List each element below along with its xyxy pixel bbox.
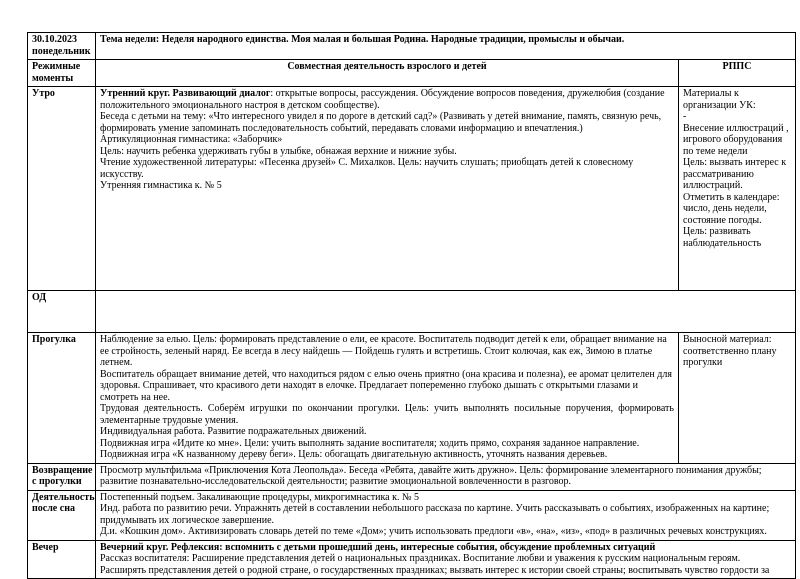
paragraph: Расширять представления детей о родной стране, о государственных праздниках; вызвать интерес к истории своей страны; воспитывать чувство гордости за <box>100 564 770 576</box>
paragraph: - <box>683 111 687 122</box>
regime-moment-label: Вечер <box>28 540 96 579</box>
table-row <box>28 490 796 540</box>
joint-activity-header-cell: Совместная деятельность взрослого и детей <box>96 60 679 87</box>
paragraph: Артикуляционная гимнастика: «Заборчик» <box>100 134 283 145</box>
table-row <box>28 333 796 464</box>
daily-plan-table <box>27 32 796 579</box>
paragraph: Трудовая деятельность. Соберём игрушки по окончании прогулки. Цель: учить выполнять посильные поручения, формировать элементарные трудовые умения. <box>100 403 674 426</box>
activities-cell <box>96 291 796 333</box>
activities-cell <box>96 540 796 579</box>
table-row <box>28 463 796 490</box>
paragraph: Д.и. «Кошкин дом». Активизировать словарь детей по теме «Дом»; учить использовать предлоги «в», «на», «из», «под» в различных речевых конструкциях. <box>100 526 767 537</box>
activities-cell <box>96 463 796 490</box>
paragraph: Цель: научить ребенка удерживать губы в улыбке, обнажая верхние и нижние зубы. <box>100 145 457 157</box>
table-row <box>28 87 796 291</box>
paragraph: Постепенный подъем. Закаливающие процедуры, микрогимнастика к. № 5 <box>100 491 420 503</box>
activities-cell <box>96 490 796 540</box>
rpps-cell <box>679 333 796 464</box>
paragraph: Отметить в календаре: число, день недели, состояние погоды. <box>683 191 780 226</box>
paragraph: Инд. работа по развитию речи. Упражнять детей в составлении небольшого рассказа по картине. Учить рассказывать о событиях, изображенных на картине; придумывать их логическое завершение. <box>100 503 770 526</box>
paragraph: Просмотр мультфильма «Приключения Кота Леопольда». Беседа «Ребята, давайте жить дружно». Цель: формирование элементарного понимания дружбы; развитие познавательно-исследовательской деятельности; развитие эмоциональной вовлеченности в разговор. <box>100 464 762 487</box>
paragraph: Цель: развивать наблюдательность <box>683 226 762 249</box>
paragraph: Подвижная игра «Идите ко мне». Цели: учить выполнять задание воспитателя; ходить прямо, сохраняя заданное направление. <box>100 437 640 449</box>
weekday-text: понедельник <box>32 45 91 57</box>
table-row <box>28 291 796 333</box>
paragraph: Материалы к организации УК: <box>683 88 756 111</box>
date-cell <box>28 33 96 60</box>
regime-moment-label: Возвращение с прогулки <box>28 463 96 490</box>
paragraph: Беседа с детьми на тему: «Что интересного увидел я по дороге в детский сад?» (Развивать у детей внимание, память, связную речь, формировать умение запоминать последовательность событий, передавать словами информацию и впечатления.) <box>100 111 662 134</box>
regime-moment-label: Деятельность после сна <box>28 490 96 540</box>
activities-cell <box>96 87 679 291</box>
paragraph: Утренний круг. Развивающий диалог: открытые вопросы, рассуждения. Обсуждение вопросов поведения, дружелюбия (создание положительного эмоционального настроя в детском сообществе). <box>100 88 665 111</box>
regime-moment-label: Утро <box>28 87 96 291</box>
paragraph: Наблюдение за елью. Цель: формировать представление о ели, ее красоте. Воспитатель подводит детей к ели, обращает внимание на ее стройность, зеленый наряд. Ее всегда в лесу найдешь — Пойдешь гулять и встретишь. Стоит колючая, как еж, Зимою в платье летнем. <box>100 334 667 368</box>
paragraph: Чтение художественной литературы: «Песенка друзей» С. Михалков. Цель: научить слушать; приобщать детей к словесному искусству. <box>100 157 634 180</box>
week-theme-cell: Тема недели: Неделя народного единства. Моя малая и большая Родина. Народные традиции, промыслы и обычаи. <box>96 33 796 60</box>
table-row <box>28 540 796 579</box>
activities-cell <box>96 333 679 464</box>
paragraph: Индивидуальная работа. Развитие подражательных движений. <box>100 426 367 437</box>
paragraph: Воспитатель обращает внимание детей, что находиться рядом с елью очень приятно (она красива и полезна), ее аромат целителен для здоровья. Спрашивает, что красивого дети находят в елочке. Предлагает попеременно глубоко дышать с открытыми глазами и смотреть на нее. <box>100 368 672 403</box>
regime-moment-label: ОД <box>28 291 96 333</box>
paragraph: Подвижная игра «К названному дереву беги». Цель: обогащать двигательную активность, уточнять названия деревьев. <box>100 449 608 460</box>
date-text: 30.10.2023 <box>32 34 77 45</box>
table-row <box>28 33 796 60</box>
paragraph: Внесение иллюстраций , игрового оборудования по теме недели <box>683 122 789 157</box>
rpps-cell <box>679 87 796 291</box>
table-row <box>28 60 796 87</box>
paragraph: Цель: вызвать интерес к рассматриванию иллюстраций. <box>683 157 787 191</box>
moments-header-cell: Режимные моменты <box>28 60 96 87</box>
paragraph: Вечерний круг. Рефлексия: вспомнить с детьми прошедший день, интересные события, обсуждение проблемных ситуаций <box>100 541 656 553</box>
paragraph: Рассказ воспитателя: Расширение представления детей о национальных праздниках. Воспитание любви и уважения к русским национальным героям. <box>100 553 741 564</box>
plan-rows <box>28 87 796 579</box>
paragraph: Утренняя гимнастика к. № 5 <box>100 180 222 191</box>
paragraph: Выносной материал: соответственно плану прогулки <box>683 334 777 368</box>
regime-moment-label: Прогулка <box>28 333 96 464</box>
rpps-header-cell: РППС <box>679 60 796 87</box>
